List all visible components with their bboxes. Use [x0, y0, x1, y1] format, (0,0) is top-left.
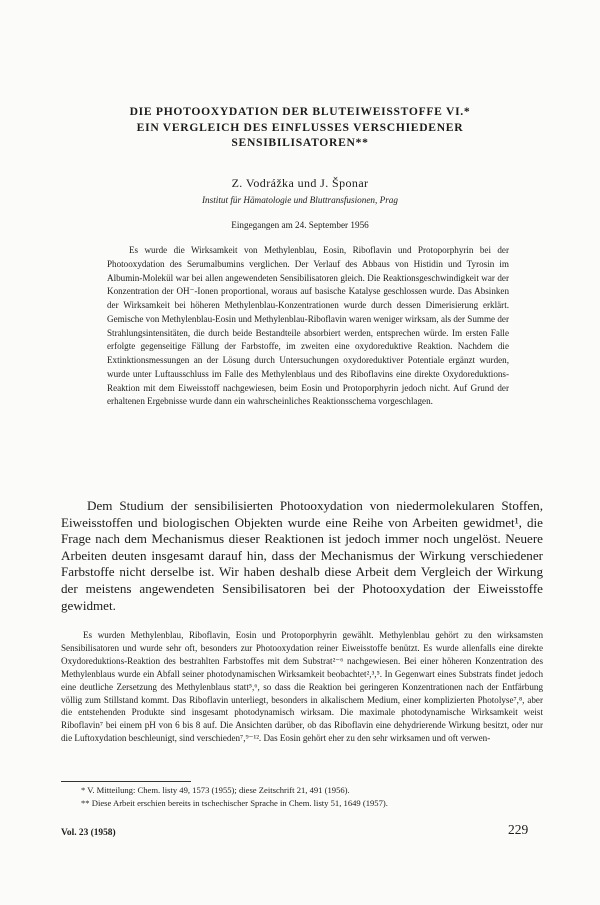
- article-title: [90, 104, 510, 151]
- journal-volume: Vol. 23 (1958): [61, 828, 116, 838]
- title-line-3: SENSIBILISATOREN**: [231, 136, 369, 149]
- affiliation: Institut für Hämatologie und Bluttransfusionen, Prag: [201, 195, 398, 205]
- footnote-rule: [61, 781, 191, 782]
- page-number: 229: [508, 822, 529, 837]
- footnotes: [61, 784, 551, 809]
- received-date: Eingegangen am 24. September 1956: [231, 220, 369, 230]
- footnote-1: * V. Mitteilung: Chem. listy 49, 1573 (1955); diese Zeitschrift 21, 491 (1956).: [81, 785, 350, 795]
- intro-paragraph: Dem Studium der sensibilisierten Photooxydation von niedermolekularen Stoffen, Eiweisstoffen und biologischen Objekten wurde eine Reihe von Arbeiten gewidmet¹, die Frage nach dem Mechanismus dieser Reaktionen ist jedoch immer noch ungelöst. Neuere Arbeiten deuten insgesamt darauf hin, dass der Mechanismus der Wirkung verschiedener Farbstoffe nicht derselbe ist. Wir haben deshalb diese Arbeit dem Vergleich der Wirkung der meistens angewendeten Sensibilisatoren bei der Photooxydation der Eiweisstoffe gewidmet.: [61, 498, 543, 613]
- authors: Z. Vodrážka und J. Šponar: [231, 176, 369, 190]
- abstract: Es wurde die Wirksamkeit von Methylenblau, Eosin, Riboflavin und Protoporphyrin bei der Photooxydation des Serumalbumins verglichen. Der Verlauf des Abbaus von Histidin und Tyrosin im Albumin-Molekül war bei allen angewendeten Sensibilisatoren gleich. Die Reaktionsgeschwindigkeit war der Konzentration der OH⁻-Ionen proportional, woraus auf basische Katalyse geschlossen wurde. Das Absinken der Wirksamkeit bei höheren Methylenblau-Konzentrationen wurde durch dessen Dimerisierung erklärt. Gemische von Methylenblau-Eosin und Methylenblau-Riboflavin waren weniger wirksam, als der Summe der Strahlungsintensitäten, die durch beide Bestandteile absorbiert werden, entsprechen würde. Im ersten Falle erfolgte gegenseitige Fällung der Farbstoffe, im zweiten eine oxydoreduktive Reaktion. Nachdem die Extinktionsmessungen an der Lösung durch Untersuchungen oxydoreduktiver Potentiale ergänzt wurden, wurde unter Luftausschluss im Falle des Methylenblaus und des Riboflavins eine direkte Oxydoreduktions-Reaktion mit dem Eiweisstoff nachgewiesen, beim Eosin und Protoporphyrin jedoch nicht. Auf Grund der erhaltenen Ergebnisse wurde dann ein wahrscheinliches Reaktionsschema vorgeschlagen.: [107, 245, 509, 407]
- footnote-2: ** Diese Arbeit erschien bereits in tschechischer Sprache in Chem. listy 51, 1649 (1957).: [81, 797, 388, 808]
- title-line-1: DIE PHOTOOXYDATION DER BLUTEIWEISSTOFFE VI.*: [129, 105, 471, 118]
- body-paragraph: Es wurden Methylenblau, Riboflavin, Eosin und Protoporphyrin gewählt. Methylenblau gehört zu den wirksamsten Sensibilisatoren und wurde sehr oft, besonders zur Photooxydation reiner Eiweisstoffe benützt. Es wurde allenfalls eine direkte Oxydoreduktions-Reaktion des bestrahlten Farbstoffes mit dem Substrat²⁻⁶ nachgewiesen. Bei einer höheren Konzentration des Methylenblaus wurde ein Abfall seiner photodynamischen Wirksamkeit beobachtet²,³,⁵. In Gegenwart eines Substrats findet jedoch eine deutliche Zersetzung des Methylenblaus statt⁵,⁶, so dass die Reaktion bei geringeren Konzentrationen nach der Entfärbung völlig zum Stillstand kommt. Das Riboflavin unterliegt, besonders in alkalischem Medium, einer komplizierten Photolyse⁷,⁸, aber die entstehenden Produkte sind insgesamt photodynamisch wirksam. Die maximale photodynamische Wirksamkeit weist Riboflavin⁷ bei einem pH von 6 bis 8 auf. Die Ansichten darüber, ob das Riboflavin eine dehydrierende Wirkung besitzt, oder nur die Luftoxydation beschleunigt, sind verschieden⁷,⁹⁻¹². Das Eosin gehört eher zu den sehr wirksamen und oft verwen-: [61, 630, 543, 744]
- title-line-2: EIN VERGLEICH DES EINFLUSSES VERSCHIEDENER: [136, 120, 464, 134]
